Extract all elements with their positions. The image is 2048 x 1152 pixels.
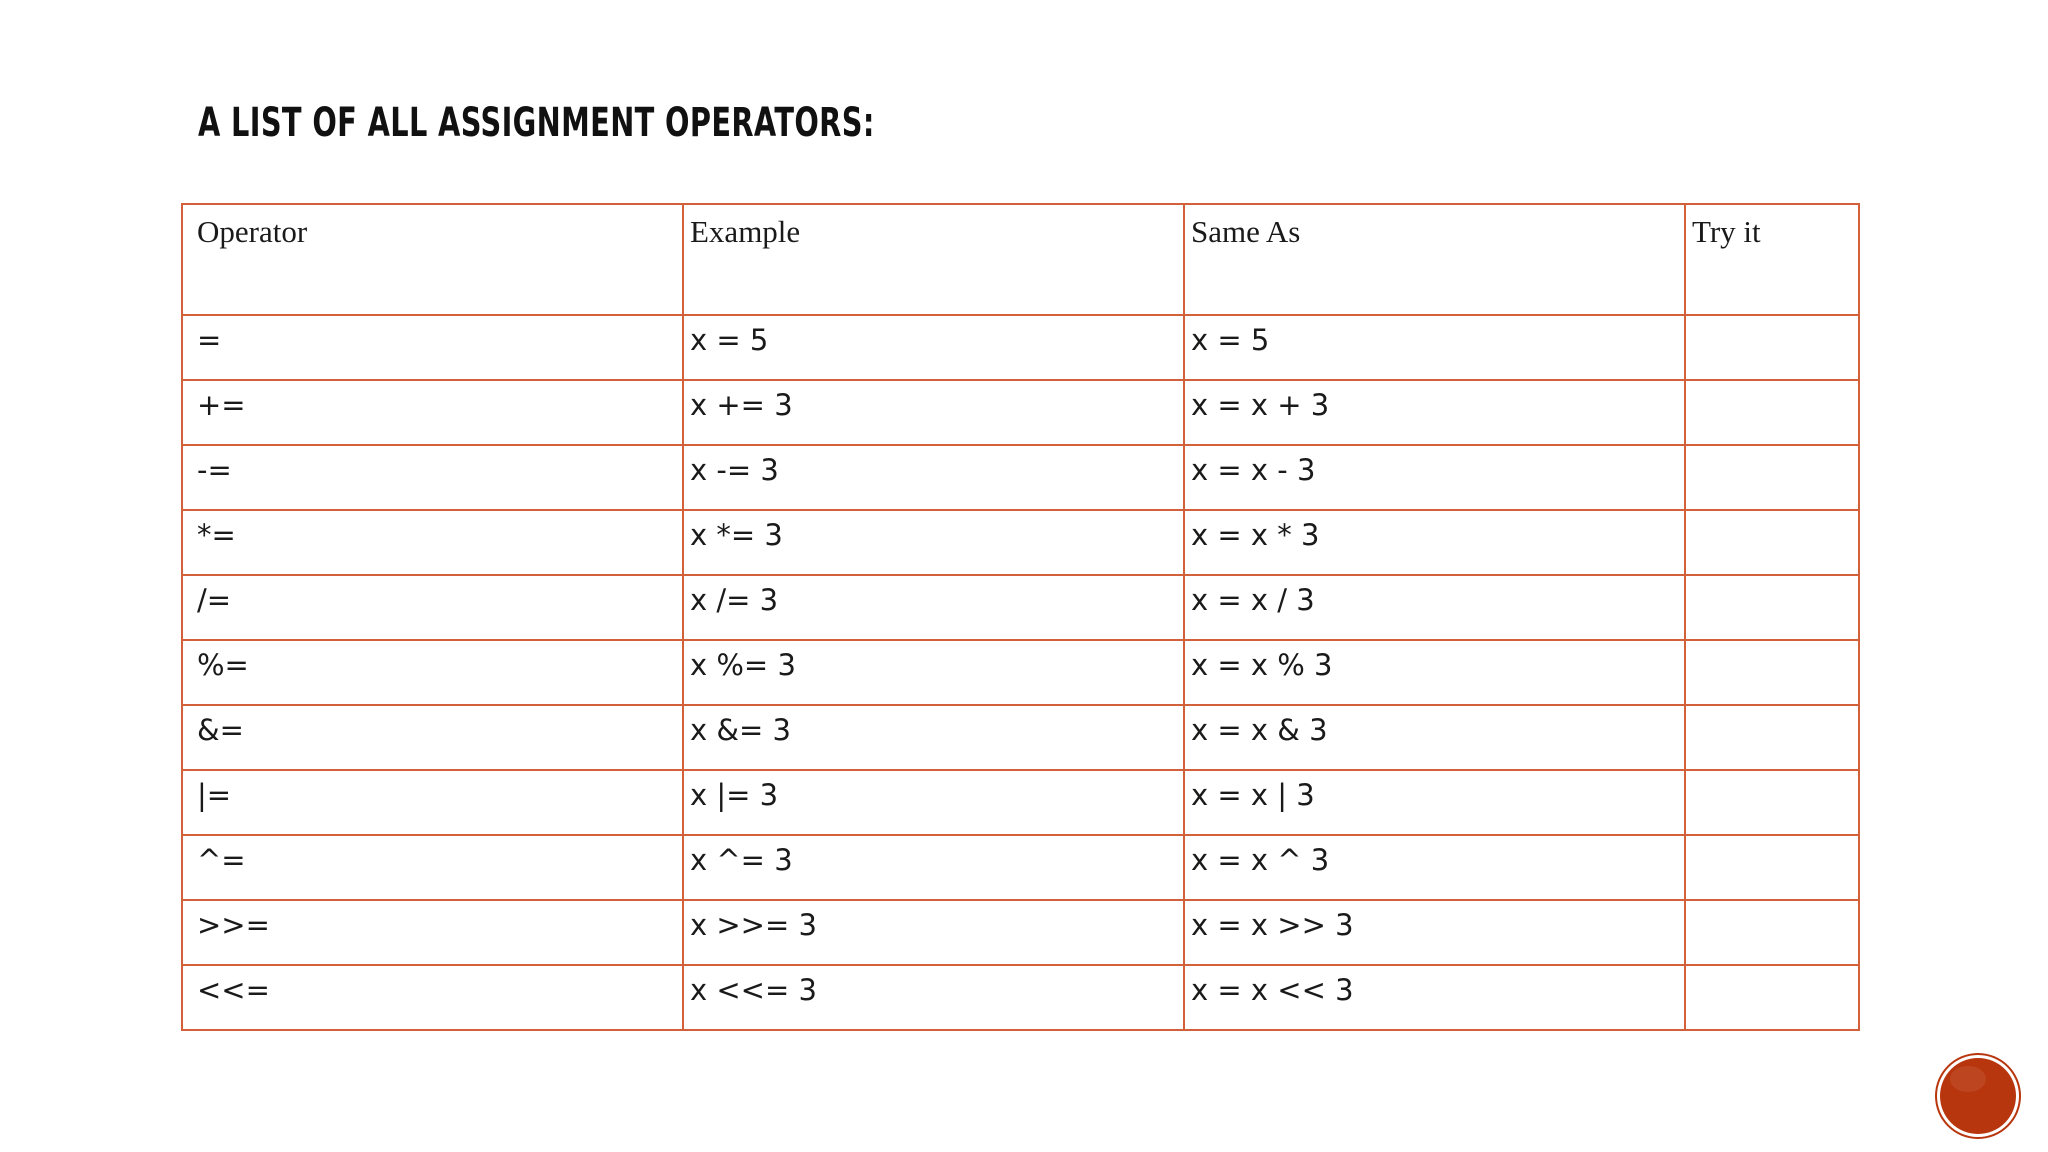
table-row (182, 705, 1859, 770)
table-row (182, 380, 1859, 445)
same-as-cell: x = x / 3 (1184, 575, 1685, 640)
try-it-cell[interactable] (1685, 445, 1859, 510)
operator-cell: *= (182, 510, 683, 575)
example-cell: x /= 3 (683, 575, 1184, 640)
header-try-it: Try it (1685, 204, 1859, 315)
operator-cell: -= (182, 445, 683, 510)
operator-cell: &= (182, 705, 683, 770)
operator-cell: %= (182, 640, 683, 705)
same-as-cell: x = x & 3 (1184, 705, 1685, 770)
operators-table (181, 203, 1860, 1031)
try-it-cell[interactable] (1685, 640, 1859, 705)
same-as-cell: x = 5 (1184, 315, 1685, 380)
operator-cell: += (182, 380, 683, 445)
try-it-cell[interactable] (1685, 380, 1859, 445)
example-cell: x >>= 3 (683, 900, 1184, 965)
table-row (182, 445, 1859, 510)
table-row (182, 315, 1859, 380)
same-as-cell: x = x | 3 (1184, 770, 1685, 835)
table-header (182, 204, 1859, 315)
same-as-cell: x = x << 3 (1184, 965, 1685, 1030)
example-cell: x |= 3 (683, 770, 1184, 835)
example-cell: x = 5 (683, 315, 1184, 380)
same-as-cell: x = x + 3 (1184, 380, 1685, 445)
table-body (182, 315, 1859, 1030)
table-row (182, 640, 1859, 705)
table-row (182, 770, 1859, 835)
try-it-cell[interactable] (1685, 315, 1859, 380)
table-row (182, 965, 1859, 1030)
operators-table-container (181, 203, 1858, 1031)
try-it-cell[interactable] (1685, 770, 1859, 835)
same-as-cell: x = x % 3 (1184, 640, 1685, 705)
operator-cell: /= (182, 575, 683, 640)
example-cell: x %= 3 (683, 640, 1184, 705)
operator-cell: >>= (182, 900, 683, 965)
page-title: A LIST OF ALL ASSIGNMENT OPERATORS: (198, 100, 875, 146)
operator-cell: <<= (182, 965, 683, 1030)
table-row (182, 575, 1859, 640)
try-it-cell[interactable] (1685, 900, 1859, 965)
header-same-as: Same As (1184, 204, 1685, 315)
same-as-cell: x = x - 3 (1184, 445, 1685, 510)
try-it-cell[interactable] (1685, 575, 1859, 640)
table-row (182, 900, 1859, 965)
same-as-cell: x = x * 3 (1184, 510, 1685, 575)
example-cell: x ^= 3 (683, 835, 1184, 900)
table-row (182, 510, 1859, 575)
operator-cell: = (182, 315, 683, 380)
example-cell: x &= 3 (683, 705, 1184, 770)
example-cell: x <<= 3 (683, 965, 1184, 1030)
try-it-cell[interactable] (1685, 705, 1859, 770)
example-cell: x += 3 (683, 380, 1184, 445)
example-cell: x *= 3 (683, 510, 1184, 575)
try-it-cell[interactable] (1685, 835, 1859, 900)
header-operator: Operator (182, 204, 683, 315)
same-as-cell: x = x >> 3 (1184, 900, 1685, 965)
operator-cell: ^= (182, 835, 683, 900)
header-example: Example (683, 204, 1184, 315)
try-it-cell[interactable] (1685, 965, 1859, 1030)
example-cell: x -= 3 (683, 445, 1184, 510)
same-as-cell: x = x ^ 3 (1184, 835, 1685, 900)
circle-nav-icon[interactable] (1940, 1058, 2016, 1134)
operator-cell: |= (182, 770, 683, 835)
try-it-cell[interactable] (1685, 510, 1859, 575)
table-row (182, 835, 1859, 900)
table-header-row (182, 204, 1859, 315)
